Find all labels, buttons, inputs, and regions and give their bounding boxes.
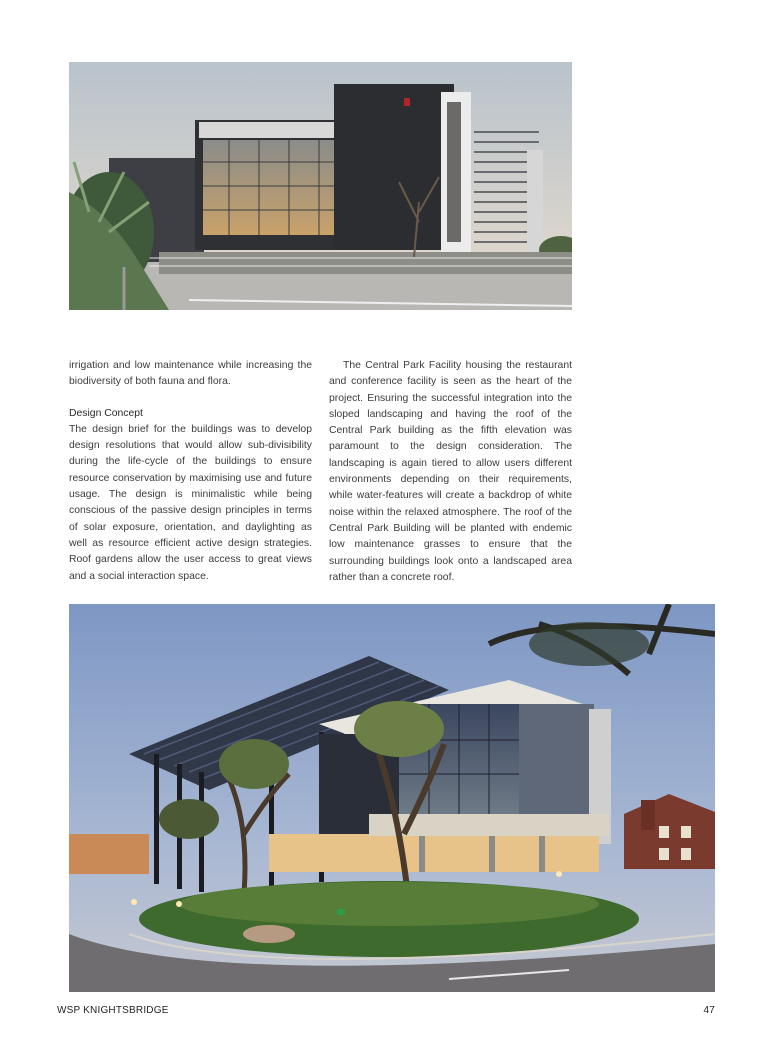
page-number: 47 bbox=[703, 1005, 715, 1016]
footer-publication: WSP KNIGHTSBRIDGE bbox=[57, 1005, 169, 1016]
section-heading: Design Concept bbox=[69, 407, 143, 419]
central-park-building-photo bbox=[69, 604, 715, 992]
office-building-photo-top bbox=[69, 62, 572, 310]
text-column-right bbox=[329, 358, 572, 586]
left-paragraph-2: The design brief for the buildings was to develop design resolutions that would allow sub-divisibility during the life-cycle of the buildings to ensure resource conservation by maximising use and future usage. The design is minimalistic while being conscious of the passive design principles in terms of solar exposure, orientation, and daylighting as well as resource efficient active design strategies. Roof gardens allow the user access to great views and a social interaction space. bbox=[69, 423, 312, 582]
text-column-left bbox=[69, 358, 312, 585]
left-paragraph-1: irrigation and low maintenance while increasing the biodiversity of both fauna and flora. bbox=[69, 360, 312, 388]
right-paragraph-1: The Central Park Facility housing the restaurant and conference facility is seen as the heart of the project. Ensuring the successful integration into the sloped landscaping and having the roof of the Central Park building as the fifth elevation was paramount to the design consideration. The landscaping is again tiered to allow users different environments depending on their requirements, while water-features will create a backdrop of white noise within the relaxed atmosphere. The roof of the Central Park Building will be planted with endemic low maintenance grasses to ensure that the surrounding buildings look onto a landscaped area rather than a concrete roof. bbox=[329, 360, 572, 583]
